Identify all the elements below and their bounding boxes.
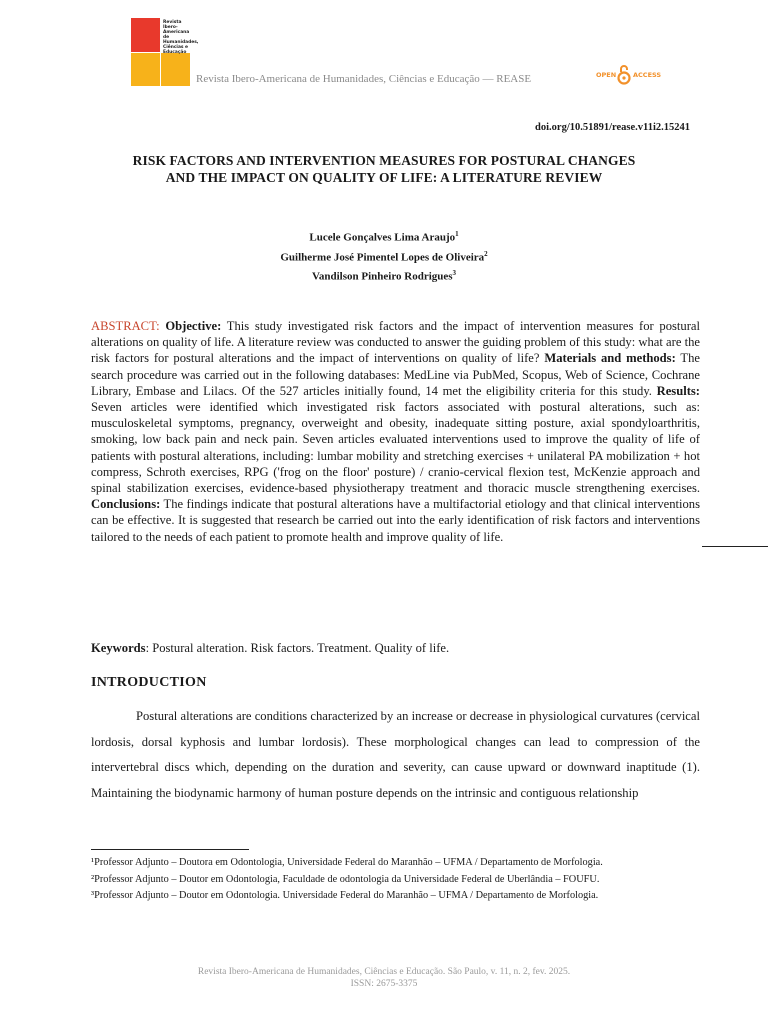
logo-red-square bbox=[131, 18, 160, 52]
author: Vandilson Pinheiro Rodrigues$^3$ bbox=[311, 269, 457, 283]
author: Guilherme José Pimentel Lopes de Oliveira$^2$ bbox=[280, 249, 488, 264]
abstract-label: ABSTRACT: bbox=[91, 319, 160, 333]
introduction-paragraph: Postural alterations are conditions characterized by an increase or decrease in physiological curvatures (cervical lordosis, dorsal kyphosis and lumbar lordosis). These morphological changes can lead to compression of the intervertebral discs which, depending on the duration and severity, can cause upward or downward inaptitude (1). Maintaining the biodynamic harmony of human posture depends on the intrinsic and contiguous relationship bbox=[91, 709, 700, 800]
footer-issn: ISSN: 2675-3375 bbox=[350, 979, 418, 989]
margin-divider bbox=[702, 546, 768, 547]
journal-header: Revista Ibero-Americana de Humanidades, Ciências e Educação — REASE bbox=[196, 73, 532, 85]
methods-label: Materials and methods: bbox=[544, 351, 676, 366]
keywords-text: : Postural alteration. Risk factors. Treatment. Quality of life. bbox=[145, 641, 450, 655]
author: Lucele Gonçalves Lima Araujo$^1$ bbox=[309, 230, 459, 244]
keywords bbox=[91, 640, 700, 656]
open-access-access-label: ACCESS bbox=[633, 71, 662, 79]
open-access-badge bbox=[596, 64, 666, 88]
keywords-label: Keywords bbox=[91, 641, 146, 655]
open-access-lock-icon bbox=[617, 64, 631, 86]
logo-yellow-square bbox=[161, 53, 190, 86]
logo-text: Revista Ibero- Americana de Humanidades, Ciências e Educação bbox=[163, 20, 199, 55]
objective-label: Objective: bbox=[165, 319, 222, 333]
doi-link[interactable]: doi.org/10.51891/rease.v11i2.15241 bbox=[535, 122, 690, 133]
objective-text: This study investigated risk factors and the impact of intervention measures for postural alterations on quality of life. A literature review was conducted to answer the guiding problem of this study: what are the risk factors for postural alterations and the impact of interventions on quality of life? bbox=[91, 319, 700, 366]
paper-title-line: RISK FACTORS AND INTERVENTION MEASURES FOR POSTURAL CHANGES bbox=[132, 153, 636, 168]
author-list bbox=[80, 226, 688, 285]
results-label: Results: bbox=[656, 383, 700, 398]
abstract bbox=[91, 318, 700, 545]
footnote: ³Professor Adjunto – Doutor em Odontologia. Universidade Federal do Maranhão – UFMA / Departamento de Morfologia. bbox=[91, 890, 599, 901]
journal-logo bbox=[131, 18, 199, 86]
footer-citation: Revista Ibero-Americana de Humanidades, Ciências e Educação. São Paulo, v. 11, n. 2, fev. 2025. bbox=[197, 967, 571, 977]
paper-title-line: AND THE IMPACT ON QUALITY OF LIFE: A LITERATURE REVIEW bbox=[165, 170, 603, 185]
paper-title bbox=[80, 152, 688, 186]
conclusions-label: Conclusions: bbox=[91, 497, 161, 512]
methods-text: The search procedure was carried out in the following databases: MedLine via PubMed, Scopus, Web of Science, Cochrane Library, Embase and Lilacs. Of the 527 articles initially found, 14 met the eligibility criteria for this study. bbox=[91, 351, 701, 398]
introduction-heading: INTRODUCTION bbox=[91, 675, 207, 690]
footnote: ²Professor Adjunto – Doutor em Odontologia, Faculdade de odontologia da Universidade Federal de Uberlândia – FOUFU. bbox=[91, 873, 600, 885]
page-footer bbox=[80, 966, 688, 990]
footnote: ¹Professor Adjunto – Doutora em Odontologia, Universidade Federal do Maranhão – UFMA / Departamento de Morfologia. bbox=[91, 857, 603, 868]
conclusions-text: The findings indicate that postural alterations have a multifactorial etiology and that clinical interventions can be effective. It is suggested that research be carried out into the early identification of risk factors and interventions tailored to the needs of each patient to promote health and improve quality of life. bbox=[91, 497, 700, 544]
footnote-divider bbox=[91, 849, 249, 850]
results-text: Seven articles were identified which investigated risk factors associated with postural alterations, such as: musculoskeletal symptoms, pregnancy, overweight and obesity, inadequate sitting posture, axial spondyloarthritis, smoking, low back pain and neck pain. Seven articles evaluated interventions used to improve the quality of life of patients with postural alterations, including: lumbar mobility and stretching exercises + unilateral PA mobilization + hot compress, Schroth exercises, RPG ('frog on the floor' posture) / cranio-cervical flexion test, McKenzie approach and spinal stabilization exercises, evidence-based physiotherapy treatment and thoracic muscle strengthening exercises. bbox=[91, 400, 700, 496]
logo-yellow-square bbox=[131, 53, 160, 86]
open-access-open-label: OPEN bbox=[596, 71, 617, 79]
footnotes bbox=[91, 856, 700, 906]
